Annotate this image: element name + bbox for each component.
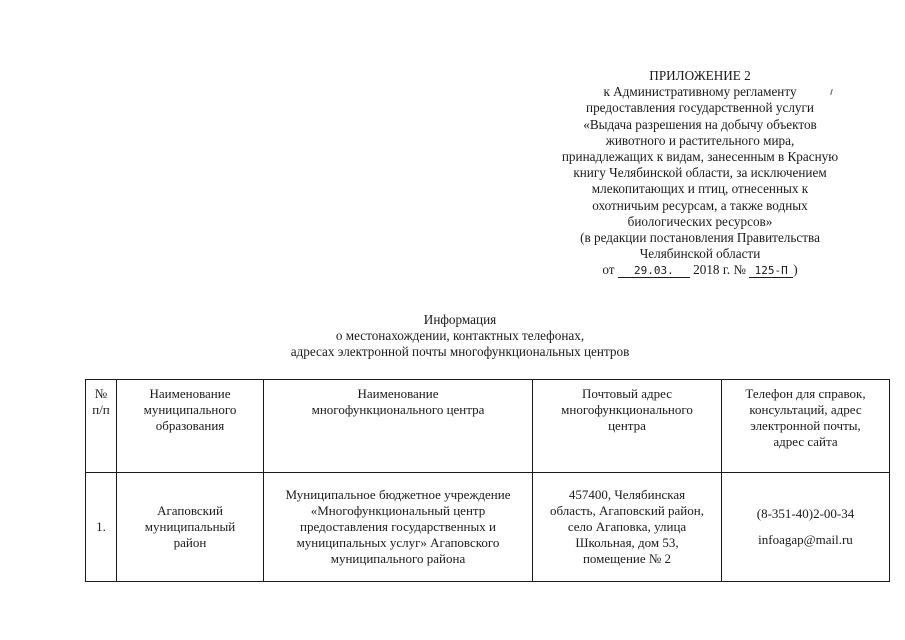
decree-prefix: от (602, 262, 615, 278)
appendix-line: животного и растительного мира, (605, 132, 795, 148)
appendix-line: книгу Челябинской области, за исключением (573, 165, 827, 181)
decree-year: 2018 г. № (693, 262, 746, 278)
appendix-title: ПРИЛОЖЕНИЕ 2 (649, 68, 751, 83)
header-center-name: Наименование многофункционального центра (264, 380, 533, 473)
mfc-table (85, 379, 890, 582)
header-postal-address: Почтовый адрес многофункционального центра (533, 380, 722, 473)
cell-postal-address: 457400, Челябинская область, Агаповский район, село Агаповка, улица Школьная, дом 53, помещение № 2 (533, 473, 722, 582)
header-number: № п/п (86, 380, 117, 473)
cell-center-name: Муниципальное бюджетное учреждение «Многофункциональный центр предоставления государственных и муниципальных услуг» Агаповского муниципального района (264, 473, 533, 582)
table-header-row (86, 380, 890, 473)
appendix-line: биологических ресурсов» (627, 213, 773, 229)
info-subtitle: о местонахождении, контактных телефонах, (335, 328, 585, 343)
decree-date: 29.03. (618, 264, 690, 278)
contact-phone: (8-351-40)2-00-34 (756, 506, 855, 521)
info-subtitle: адресах электронной почты многофункциональных центров (290, 344, 630, 359)
decree-suffix: ) (793, 262, 798, 278)
appendix-line: (в редакции постановления Правительства (580, 230, 820, 246)
cell-contacts (722, 473, 890, 582)
appendix-line: «Выдача разрешения на добычу объектов (583, 116, 817, 132)
info-title: Информация (423, 312, 497, 327)
appendix-line: Челябинской области (639, 246, 761, 262)
appendix-line: млекопитающих и птиц, отнесенных к (591, 181, 809, 197)
decree-number: 125-П (749, 264, 793, 278)
table-row (86, 473, 890, 582)
appendix-line: охотничьим ресурсам, а также водных (592, 197, 808, 213)
cell-municipality: Агаповский муниципальный район (117, 473, 264, 582)
contact-email: infoagap@mail.ru (758, 532, 853, 547)
appendix-line: принадлежащих к видам, занесенным в Красную (561, 149, 839, 165)
appendix-line: к Административному регламенту (603, 84, 797, 100)
appendix-line: предоставления государственной услуги (586, 100, 814, 116)
appendix-block (520, 68, 880, 279)
cell-number: 1. (86, 473, 117, 582)
info-heading (250, 312, 670, 360)
header-municipality: Наименование муниципального образования (117, 380, 264, 473)
decree-line (520, 262, 880, 278)
header-contacts: Телефон для справок, консультаций, адрес электронной почты, адрес сайта (722, 380, 890, 473)
